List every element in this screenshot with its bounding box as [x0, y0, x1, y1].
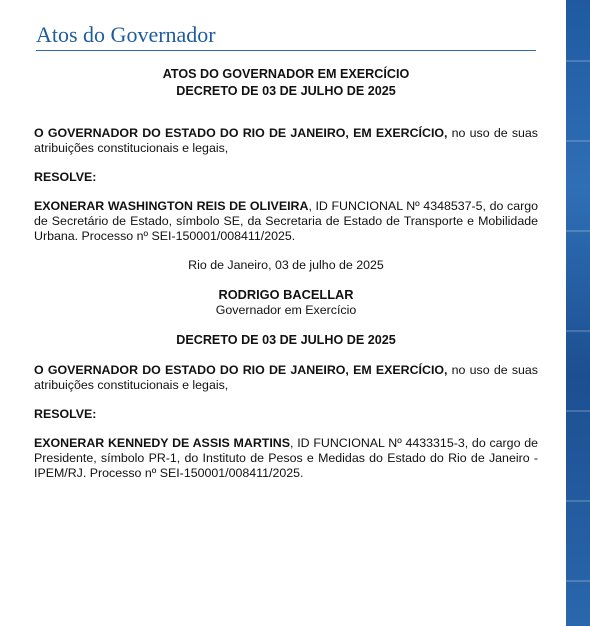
place-date: Rio de Janeiro, 03 de julho de 2025	[188, 258, 384, 272]
decree-preamble-2	[34, 363, 538, 393]
act-rest-2: , ID FUNCIONAL Nº 4433315-3, do cargo de Presidente, símbolo PR-1, do Instituto de Pesos e Medidas do Estado do Rio de Janeiro - IPEM/RJ. Processo nº SEI-150001/008411/2025.	[34, 436, 538, 480]
resolve-label: RESOLVE:	[34, 170, 97, 184]
document-body	[34, 66, 538, 481]
preamble-bold-2: O GOVERNADOR DO ESTADO DO RIO DE JANEIRO, EM EXERCÍCIO,	[34, 363, 448, 377]
section-header	[36, 22, 536, 51]
act-rest: , ID FUNCIONAL Nº 4348537-5, do cargo de Secretário de Estado, símbolo SE, da Secretaria de Estado de Transporte e Mobilidade Urbana. Processo nº SEI-150001/008411/2025.	[34, 199, 538, 243]
preamble-rest-2: no uso de suas atribuições constitucionais e legais,	[34, 363, 538, 392]
act-bold-2: EXONERAR KENNEDY DE ASSIS MARTINS	[34, 436, 290, 450]
act-bold: EXONERAR WASHINGTON REIS DE OLIVEIRA	[34, 199, 309, 213]
decree-act	[34, 199, 538, 244]
decree-title-2: DECRETO DE 03 DE JULHO DE 2025	[176, 333, 396, 347]
doc-heading: ATOS DO GOVERNADOR EM EXERCÍCIO	[162, 67, 410, 81]
preamble-bold: O GOVERNADOR DO ESTADO DO RIO DE JANEIRO, EM EXERCÍCIO,	[34, 126, 448, 140]
preamble-rest: no uso de suas atribuições constitucionais e legais,	[34, 126, 538, 155]
decree-act-2	[34, 436, 538, 481]
signatory-name: RODRIGO BACELLAR	[218, 287, 354, 302]
decree-preamble	[34, 126, 538, 156]
section-title: Atos do Governador	[36, 22, 216, 47]
decree-title: DECRETO DE 03 DE JULHO DE 2025	[176, 84, 396, 98]
decorative-side-band	[566, 0, 590, 626]
signatory-role: Governador em Exercício	[215, 303, 357, 317]
resolve-label-2: RESOLVE:	[34, 407, 97, 421]
